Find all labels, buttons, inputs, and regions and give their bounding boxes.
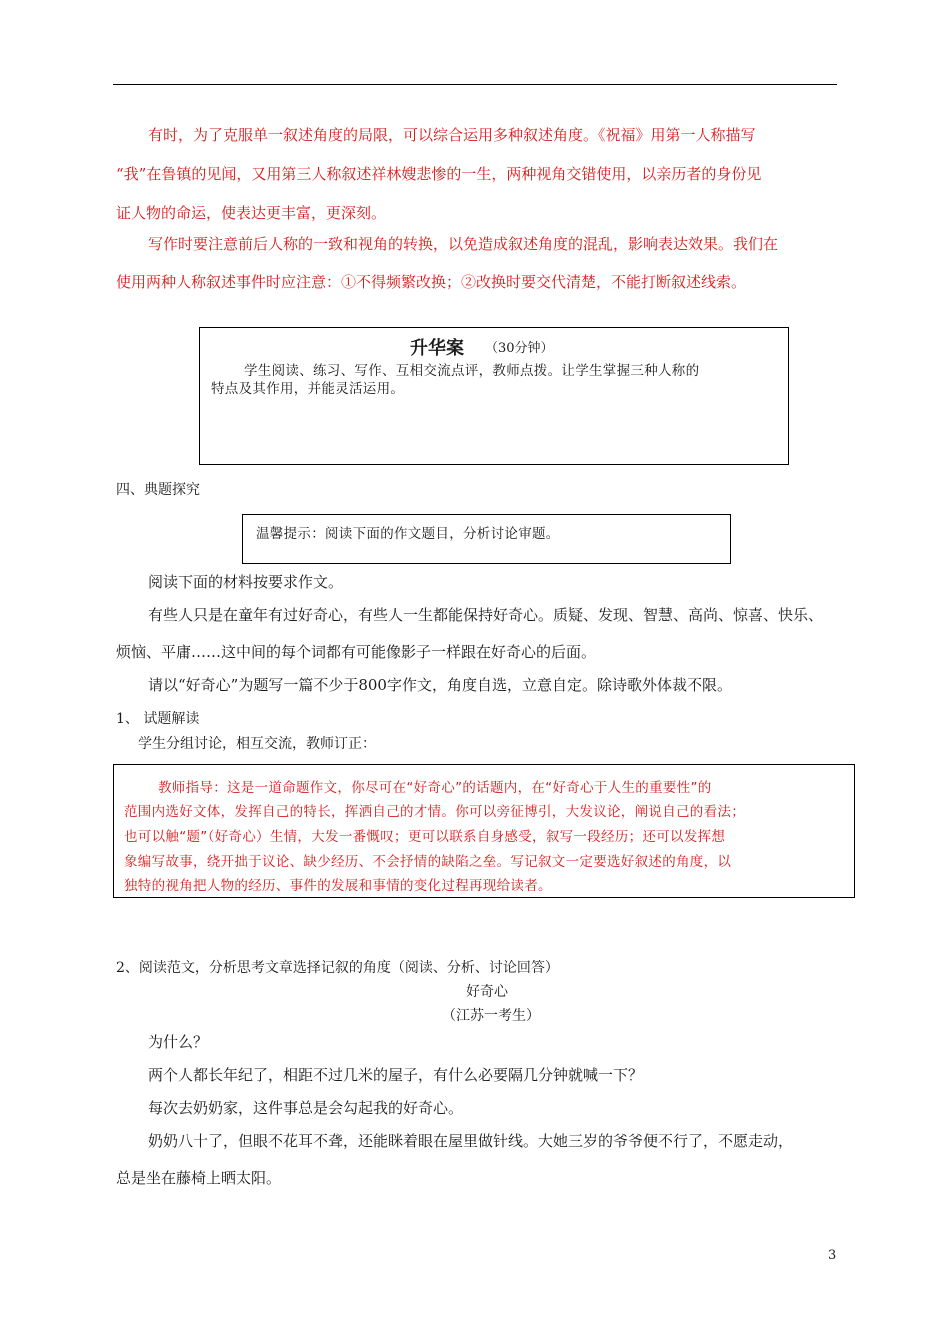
intro-p1-line1: 有时，为了克服单一叙述角度的局限，可以综合运用多种叙述角度。《祝福》用第一人称描写 [148, 126, 756, 144]
page-number: 3 [828, 1248, 837, 1263]
header-rule [113, 84, 837, 85]
essay-para4-line2: 总是坐在藤椅上晒太阳。 [116, 1169, 282, 1187]
essay-para3: 每次去奶奶家，这件事总是会勾起我的好奇心。 [148, 1099, 464, 1117]
item1-heading: 1、 试题解读 [116, 711, 200, 727]
material-intro: 阅读下面的材料按要求作文。 [148, 573, 344, 591]
essay-title: 好奇心 [466, 984, 508, 1000]
essay-para1: 为什么？ [148, 1033, 209, 1051]
essay-author: （江苏一考生） [442, 1008, 540, 1024]
intro-p2-line2: 使用两种人称叙述事件时应注意：①不得频繁改换；②改换时要交代清楚，不能打断叙述线索。 [116, 273, 747, 291]
essay-para2: 两个人都长年纪了，相距不过几米的屋子，有什么必要隔几分钟就喊一下？ [148, 1066, 644, 1084]
guide-line5: 独特的视角把人物的经历、事件的发展和事情的变化过程再现给读者。 [124, 878, 552, 894]
material-line3: 请以“好奇心”为题写一篇不少于800字作文，角度自选，立意自定。除诗歌外体裁不限。 [148, 676, 732, 694]
material-line1: 有些人只是在童年有过好奇心，有些人一生都能保持好奇心。质疑、发现、智慧、高尚、惊喜、快乐、 [148, 606, 824, 624]
shenghua-box [199, 327, 789, 465]
tip-box [242, 514, 731, 564]
intro-p2-line1: 写作时要注意前后人称的一致和视角的转换，以免造成叙述角度的混乱，影响表达效果。我们在 [148, 235, 779, 253]
essay-para4-line1: 奶奶八十了，但眼不花耳不聋，还能眯着眼在屋里做针线。大她三岁的爷爷便不行了，不愿走动， [148, 1132, 794, 1150]
guide-line3: 也可以触“题”（好奇心）生情，大发一番慨叹；更可以联系自身感受，叙写一段经历；还可以发挥想 [124, 829, 726, 845]
guide-line4: 象编写故事，绕开拙于议论、缺少经历、不会抒情的缺陷之垒。写记叙文一定要选好叙述的角度，以 [124, 854, 732, 870]
shenghua-time: （30分钟） [485, 341, 554, 356]
intro-p1-line3: 证人物的命运，使表达更丰富，更深刻。 [116, 204, 387, 222]
shenghua-line2: 特点及其作用，并能灵活运用。 [211, 381, 405, 397]
guide-box [113, 764, 855, 898]
item1-text: 学生分组讨论，相互交流，教师订正： [138, 736, 376, 752]
item2-heading: 2、阅读范文，分析思考文章选择记叙的角度（阅读、分析、讨论回答） [116, 960, 559, 976]
guide-line1: 教师指导：这是一道命题作文，你尽可在“好奇心”的话题内，在“好奇心于人生的重要性”的 [158, 780, 712, 796]
intro-p1-line2: “我”在鲁镇的见闻，又用第三人称叙述祥林嫂悲惨的一生，两种视角交错使用，以亲历者的身份见 [116, 165, 762, 183]
material-line2: 烦恼、平庸……这中间的每个词都有可能像影子一样跟在好奇心的后面。 [116, 643, 597, 661]
shenghua-line1: 学生阅读、练习、写作、互相交流点评，教师点拨。让学生掌握三种人称的 [244, 363, 700, 379]
guide-line2: 范围内选好文体，发挥自己的特长，挥洒自己的才情。你可以旁征博引，大发议论，阐说自己的看法； [124, 804, 745, 820]
shenghua-title: 升华案 [410, 338, 464, 359]
section4-heading: 四、典题探究 [116, 482, 200, 498]
tip-text: 温馨提示：阅读下面的作文题目，分析讨论审题。 [256, 526, 560, 542]
